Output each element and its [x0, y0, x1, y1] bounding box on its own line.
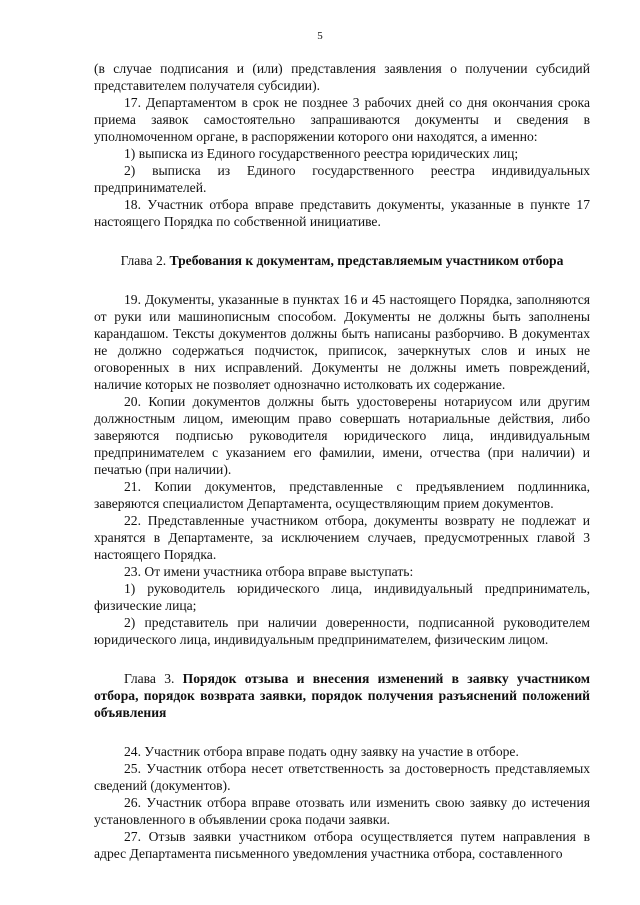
list-item-23-2: 2) представитель при наличии доверенности, подписанной руководителем юридического лица, индивидуальным предпринимателем, физическим лицом. — [94, 615, 590, 647]
chapter-3-heading — [94, 670, 590, 721]
chapter-3-prefix: Глава 3. — [124, 671, 183, 686]
list-item-1: 1) выписка из Единого государственного реестра юридических лиц; — [124, 146, 519, 161]
paragraph-27: 27. Отзыв заявки участником отбора осуществляется путем направления в адрес Департамента письменного уведомления участника отбора, составленного — [94, 829, 590, 861]
paragraph-19: 19. Документы, указанные в пунктах 16 и 45 настоящего Порядка, заполняются от руки или машинописным способом. Документы не должны быть заполнены карандашом. Тексты документов должны быть написаны разборчиво. В документах не должно содержаться подчисток, приписок, зачеркнутых слов и иных не оговоренных в них исправлений. Документы не должны иметь повреждений, наличие которых не позволяет однозначно истолковать их содержание. — [94, 292, 590, 392]
document-body — [94, 60, 590, 862]
chapter-2-prefix: Глава 2. — [120, 253, 170, 268]
paragraph-21: 21. Копии документов, представленные с предъявлением подлинника, заверяются специалистом Департамента, осуществляющим прием документов. — [94, 479, 590, 511]
paragraph-18: 18. Участник отбора вправе представить документы, указанные в пункте 17 настоящего Порядка по собственной инициативе. — [94, 197, 590, 229]
paragraph-26: 26. Участник отбора вправе отозвать или изменить свою заявку до истечения установленного в объявлении срока подачи заявки. — [94, 795, 590, 827]
paragraph-24: 24. Участник отбора вправе подать одну заявку на участие в отборе. — [124, 744, 519, 759]
chapter-2-heading — [94, 252, 590, 269]
chapter-2-title: Требования к документам, представляемым участником отбора — [169, 253, 564, 268]
paragraph-17: 17. Департаментом в срок не позднее 3 рабочих дней со дня окончания срока приема заявок самостоятельно запрашиваются документы и сведения в уполномоченном органе, в распоряжении которого они находятся, а именно: — [94, 95, 590, 144]
paragraph-20: 20. Копии документов должны быть удостоверены нотариусом или другим должностным лицом, имеющим право совершать нотариальные действия, либо заверяются подписью руководителя юридического лица, индивидуальным предпринимателем с указанием его фамилии, имени, отчества (при наличии) и печатью (при наличии). — [94, 394, 590, 477]
paragraph-22: 22. Представленные участником отбора, документы возврату не подлежат и хранятся в Департаменте, за исключением случаев, предусмотренных главой 3 настоящего Порядка. — [94, 513, 590, 562]
paragraph-23: 23. От имени участника отбора вправе выступать: — [124, 564, 414, 579]
paragraph-continuation: (в случае подписания и (или) представления заявления о получении субсидий представителем получателя субсидии). — [94, 61, 590, 93]
list-item-23-1: 1) руководитель юридического лица, индивидуальный предприниматель, физические лица; — [94, 581, 590, 613]
page-number: 5 — [317, 30, 323, 42]
chapter-3-title: Порядок отзыва и внесения изменений в заявку участником отбора, порядок возврата заявки, порядок получения разъяснений положений объявления — [94, 671, 590, 720]
paragraph-25: 25. Участник отбора несет ответственность за достоверность представляемых сведений (документов). — [94, 761, 590, 793]
list-item-2: 2) выписка из Единого государственного реестра индивидуальных предпринимателей. — [94, 163, 590, 195]
